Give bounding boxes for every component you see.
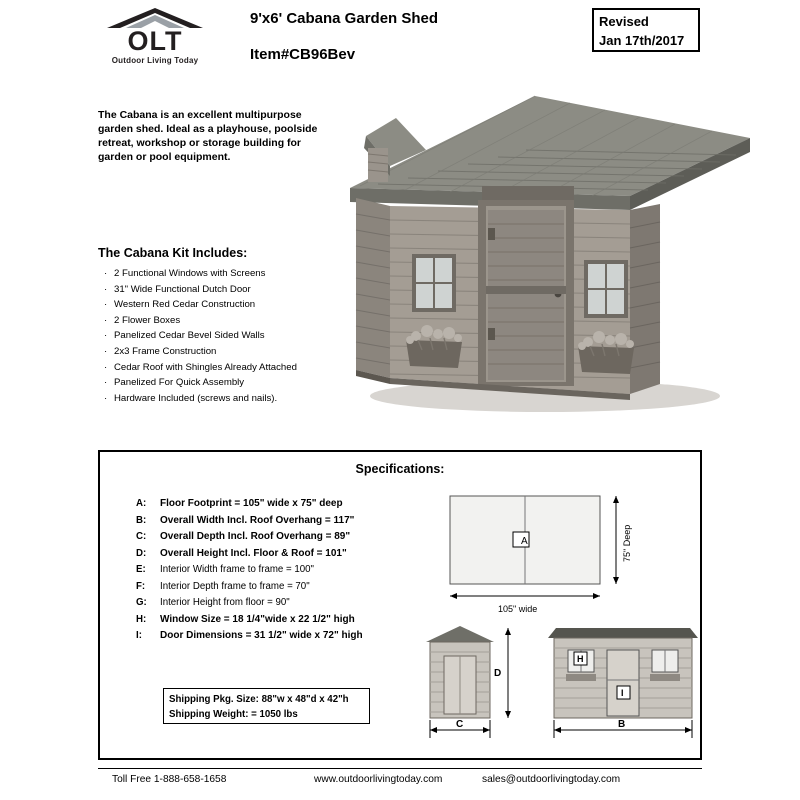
kit-includes-list <box>104 266 354 406</box>
svg-text:D: D <box>494 668 502 679</box>
spec-value: Overall Depth Incl. Roof Overhang = 89" <box>160 531 351 542</box>
shipping-info-box <box>163 688 370 724</box>
list-item: · Cedar Roof with Shingles Already Attached <box>104 361 297 373</box>
spec-key: D: <box>136 547 147 559</box>
list-item: · Western Red Cedar Construction <box>104 299 256 311</box>
spec-key: A: <box>136 498 147 509</box>
footer-email[interactable]: sales@outdoorlivingtoday.com <box>482 774 621 785</box>
revised-label: Revised <box>599 14 649 29</box>
revised-box <box>592 8 700 52</box>
elevation-diagrams <box>408 620 708 750</box>
spec-key: G: <box>136 597 147 608</box>
list-item: · Panelized For Quick Assembly <box>104 377 245 389</box>
list-item: · 2 Flower Boxes <box>104 314 181 326</box>
product-description: The Cabana is an excellent multipurpose garden shed. Ideal as a playhouse, poolside retreat, workshop or storage building for garden or pool equipment. <box>98 109 318 163</box>
spec-key: H: <box>136 613 147 625</box>
spec-key: F: <box>136 580 146 592</box>
footer-phone: Toll Free 1-888-658-1658 <box>112 774 227 785</box>
list-item: · 31" Wide Functional Dutch Door <box>104 283 251 295</box>
list-item-label: 31" Wide Functional Dutch Door <box>114 283 251 295</box>
list-item-label: Panelized For Quick Assembly <box>114 377 245 389</box>
svg-text:B: B <box>618 719 626 730</box>
svg-text:H: H <box>577 654 584 664</box>
spec-value: Interior Depth frame to frame = 70" <box>160 580 310 592</box>
spec-value: Interior Height from floor = 90" <box>160 597 290 608</box>
spec-key: I: <box>136 630 142 641</box>
svg-text:I: I <box>621 688 624 698</box>
specifications-title: Specifications: <box>355 462 445 476</box>
svg-text:105" wide: 105" wide <box>498 604 538 614</box>
svg-text:C: C <box>456 719 464 730</box>
revised-date: Jan 17th/2017 <box>599 33 685 48</box>
company-logo <box>90 8 220 70</box>
floor-plan-diagram <box>430 490 680 615</box>
spec-key: B: <box>136 514 147 526</box>
spec-value: Window Size = 18 1/4"wide x 22 1/2" high <box>160 613 355 625</box>
list-item-label: 2 Functional Windows with Screens <box>114 268 266 279</box>
list-item-label: Western Red Cedar Construction <box>114 299 256 311</box>
list-item-label: Hardware Included (screws and nails). <box>114 392 278 404</box>
shipping-size: Shipping Pkg. Size: 88"w x 48"d x 42"h <box>169 694 349 705</box>
list-item: · 2x3 Frame Construction <box>104 345 217 357</box>
shed-product-illustration <box>330 78 770 428</box>
spec-value: Interior Width frame to frame = 100" <box>160 564 314 575</box>
svg-text:A: A <box>521 536 528 547</box>
page-title: 9'x6' Cabana Garden Shed <box>250 10 439 27</box>
spec-value: Overall Width Incl. Roof Overhang = 117" <box>160 514 355 526</box>
spec-value: Overall Height Incl. Floor & Roof = 101" <box>160 547 347 559</box>
spec-value: Floor Footprint = 105" wide x 75" deep <box>160 498 343 509</box>
footer-divider <box>98 768 702 769</box>
spec-key: E: <box>136 564 146 575</box>
list-item-label: Panelized Cedar Bevel Sided Walls <box>114 330 265 342</box>
kit-includes-title: The Cabana Kit Includes: <box>98 246 248 260</box>
spec-key: C: <box>136 531 147 542</box>
list-item-label: 2x3 Frame Construction <box>114 345 217 357</box>
list-item-label: 2 Flower Boxes <box>114 314 181 326</box>
logo-tagline: Outdoor Living Today <box>111 56 199 65</box>
item-number: Item#CB96Bev <box>250 46 356 63</box>
list-item: · Panelized Cedar Bevel Sided Walls <box>104 330 265 342</box>
logo-brand-text: OLT <box>127 26 183 56</box>
svg-text:75" Deep: 75" Deep <box>622 524 632 562</box>
footer-website[interactable]: www.outdoorlivingtoday.com <box>314 774 443 785</box>
spec-value: Door Dimensions = 31 1/2" wide x 72" high <box>160 630 363 641</box>
list-item: · 2 Functional Windows with Screens <box>104 268 266 279</box>
list-item: · Hardware Included (screws and nails). <box>104 392 278 404</box>
shipping-weight: Shipping Weight: = 1050 lbs <box>169 709 298 720</box>
list-item-label: Cedar Roof with Shingles Already Attached <box>114 361 297 373</box>
